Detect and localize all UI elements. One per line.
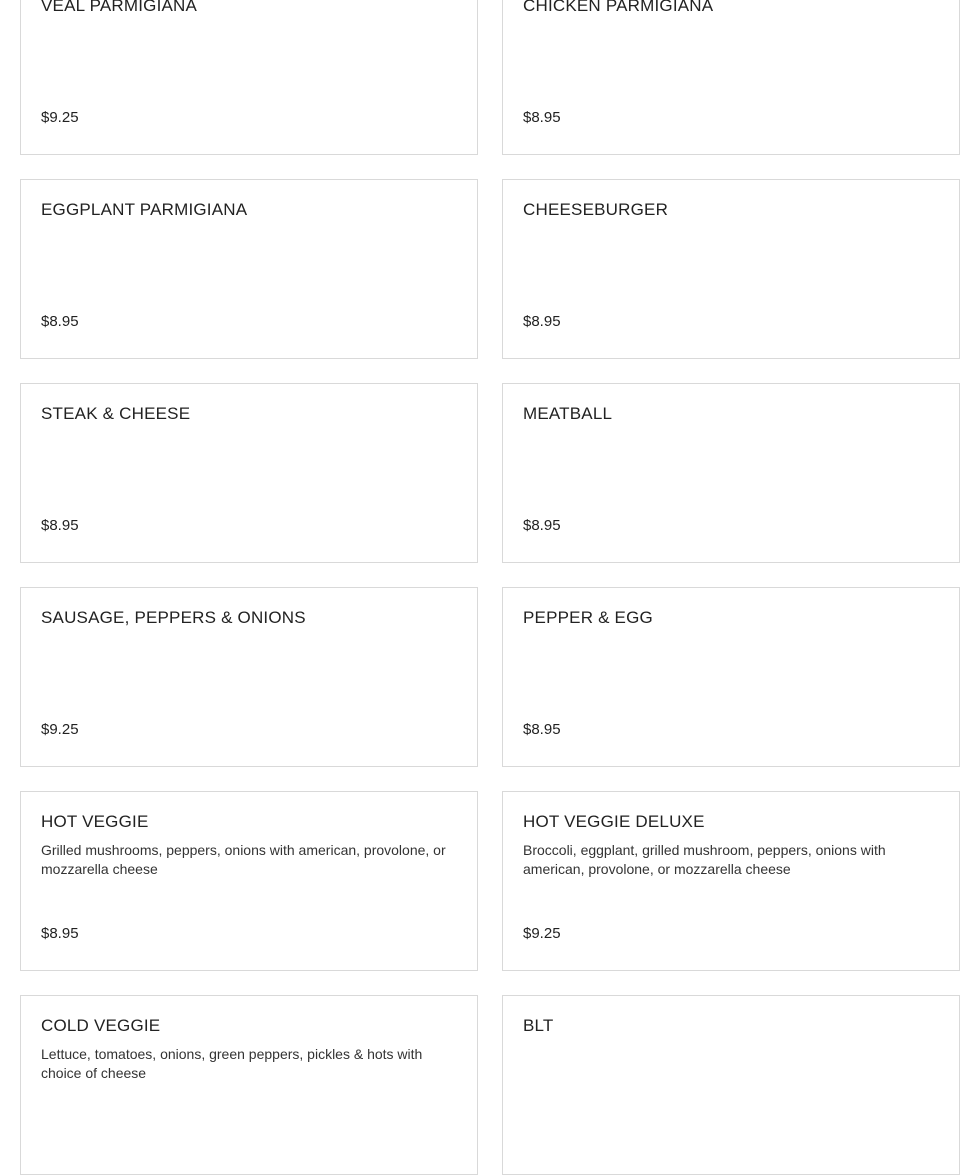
menu-item-card[interactable] [502,995,960,1175]
menu-item-name: CHICKEN PARMIGIANA [523,0,714,15]
menu-item-name: CHEESEBURGER [523,200,669,219]
menu-item-price: $8.95 [41,313,79,330]
menu-item-card[interactable] [20,791,478,971]
menu-item-price: $8.95 [523,517,561,534]
menu-item-card[interactable] [20,995,478,1175]
menu-item-card[interactable] [20,0,478,155]
menu-item-name: COLD VEGGIE [41,1016,161,1035]
menu-item-price: $9.25 [41,721,79,738]
menu-item-card[interactable] [20,587,478,767]
menu-item-price: $8.95 [523,313,561,330]
menu-item-card[interactable] [502,587,960,767]
menu-item-name: PEPPER & EGG [523,608,653,627]
menu-item-price: $8.95 [41,517,79,534]
menu-item-card[interactable] [20,179,478,359]
menu-item-price: $8.95 [523,721,561,738]
menu-item-name: HOT VEGGIE DELUXE [523,812,705,831]
menu-item-name: VEAL PARMIGIANA [41,0,198,15]
menu-item-card[interactable] [502,0,960,155]
menu-item-card[interactable] [502,383,960,563]
menu-item-description: Broccoli, eggplant, grilled mushroom, peppers, onions with american, provolone, or mozzarella cheese [523,842,886,877]
menu-item-description: Lettuce, tomatoes, onions, green peppers, pickles & hots with choice of cheese [41,1046,423,1081]
menu-item-card[interactable] [20,383,478,563]
menu-item-name: EGGPLANT PARMIGIANA [41,200,248,219]
menu-item-card[interactable] [502,179,960,359]
menu-item-price: $9.25 [523,925,561,942]
menu-item-description: Grilled mushrooms, peppers, onions with american, provolone, or mozzarella cheese [41,842,446,877]
menu-item-name: BLT [523,1016,554,1035]
menu-item-name: MEATBALL [523,404,613,423]
menu-item-name: HOT VEGGIE [41,812,149,831]
menu-item-grid [20,0,960,1175]
menu-item-price: $8.95 [523,109,561,126]
menu-item-name: STEAK & CHEESE [41,404,191,423]
menu-item-price: $8.95 [41,925,79,942]
menu-item-card[interactable] [502,791,960,971]
menu-item-name: SAUSAGE, PEPPERS & ONIONS [41,608,306,627]
menu-item-price: $9.25 [41,109,79,126]
